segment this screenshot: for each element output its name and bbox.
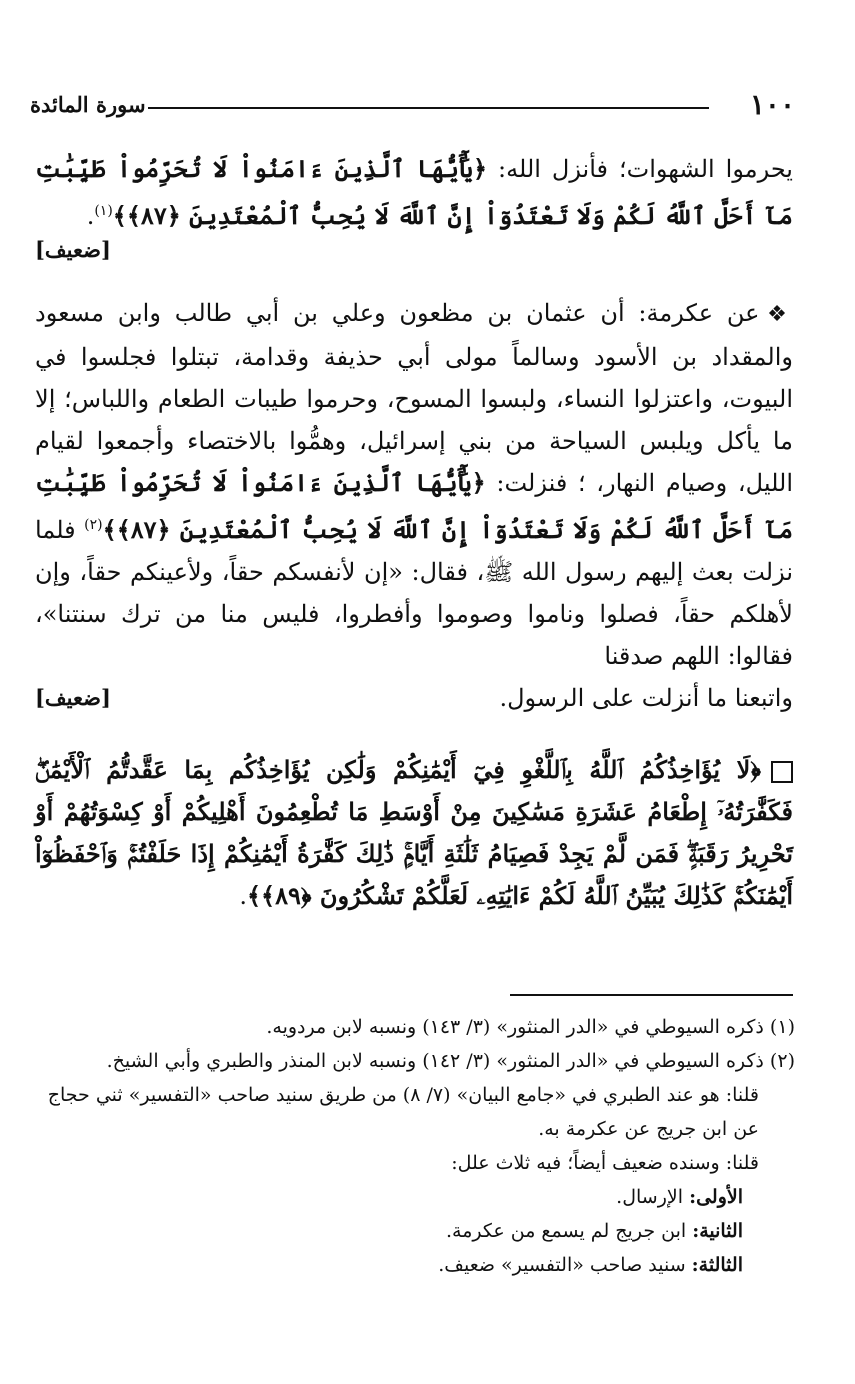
grade-row-1: [35, 237, 793, 262]
p2-last-line: واتبعنا ما أنزلت على الرسول.: [499, 684, 793, 712]
diamond-bullet-icon: ❖: [767, 302, 793, 327]
reason-label: الثالثة:: [691, 1254, 743, 1276]
paragraph-3: [35, 749, 793, 917]
footnote-separator: [510, 994, 793, 996]
reason-label: الأولى:: [689, 1186, 743, 1208]
reason-label: الثانية:: [692, 1220, 743, 1242]
square-box-icon: [771, 761, 793, 783]
page-number: ١٠٠: [749, 88, 795, 121]
grade-label: [ضعيف]: [35, 685, 111, 710]
reason-text: الإرسال.: [616, 1186, 690, 1208]
footnote-marker-1: (١): [94, 203, 113, 219]
p1-intro: يحرموا الشهوات؛ فأنزل الله:: [487, 155, 793, 183]
quran-verse-89: ﴿لَا يُؤَاخِذُكُمُ ٱللَّهُ بِٱللَّغْوِ فِيٓ أَيْمَٰنِكُمْ وَلَٰكِن يُؤَاخِذُكُم بِمَا عَقَّدتُّمُ ٱلْأَيْمَٰنَۖ فَكَفَّٰرَتُهُۥٓ إِطْعَامُ عَشَرَةِ مَسَٰكِينَ مِنْ أَوْسَطِ مَا تُطْعِمُونَ أَهْلِيكُمْ أَوْ كِسْوَتُهُمْ أَوْ تَحْرِيرُ رَقَبَةٍۖ فَمَن لَّمْ يَجِدْ فَصِيَامُ ثَلَٰثَةِ أَيَّامٍۚ ذَٰلِكَ كَفَّٰرَةُ أَيْمَٰنِكُمْ إِذَا حَلَفْتُمْۚ وَٱحْفَظُوٓاْ أَيْمَٰنَكُمْۚ كَذَٰلِكَ يُبَيِّنُ ٱللَّهُ لَكُمْ ءَايَٰتِهِۦ لَعَلَّكُمْ تَشْكُرُونَ ﴿٨٩﴾﴾: [35, 755, 793, 910]
footnote-2-reason-1: [35, 1180, 795, 1214]
page-header: [30, 88, 795, 126]
main-text: [35, 148, 793, 917]
reason-text: سنيد صاحب «التفسير» ضعيف.: [438, 1254, 692, 1276]
quran-verse-87: ﴿يَٰٓأَيُّهَا ٱلَّذِينَ ءَامَنُواْ لَا تُحَرِّمُواْ طَيِّبَٰتِ مَآ أَحَلَّ ٱللَّهُ لَكُمْ وَلَا تَعْتَدُوٓاْ إِنَّ ٱللَّهَ لَا يُحِبُّ ٱلْمُعْتَدِينَ ﴿٨٧﴾﴾: [35, 154, 793, 230]
header-rule: [148, 107, 709, 109]
footnote-2-comment-a: قلنا: هو عند الطبري في «جامع البيان» (٧/ ٨) من طريق سنيد صاحب «التفسير» ثني حجاج عن ابن جريج عن عكرمة به.: [47, 1084, 759, 1140]
footnote-1: (١) ذكره السيوطي في «الدر المنثور» (٣/ ١٤٣) ونسبه لابن مردويه.: [266, 1016, 795, 1038]
footnotes: [35, 1010, 795, 1282]
reason-text: ابن جريج لم يسمع من عكرمة.: [446, 1220, 693, 1242]
footnote-2-reason-2: [35, 1214, 795, 1248]
grade-label: [ضعيف]: [35, 237, 111, 262]
paragraph-2: [35, 292, 793, 677]
p2-text-1: عن عكرمة: أن عثمان بن مظعون وعلي بن أبي طالب وابن مسعود والمقداد بن الأسود وسالماً مولى أبي حذيفة وقدامة، تبتلوا فجلسوا في البيوت، واعتزلوا النساء، ولبسوا المسوح، وحرموا طيبات الطعام واللباس؛ إلا ما يأكل ويلبس السياحة من بني إسرائيل، وهمُّوا بالاختصاء وأجمعوا لقيام الليل، وصيام النهار، ؛ فنزلت:: [35, 299, 793, 497]
p2-text-2: فلما نزلت بعث إليهم رسول الله ﷺ، فقال: «إن لأنفسكم حقاً، ولأعينكم حقاً، وإن لأهلكم حقاً، فصلوا وناموا وصوموا وأفطروا، فليس منا من ترك سنتنا»، فقالوا: اللهم صدقنا: [35, 516, 793, 670]
footnote-marker-2: (٢): [84, 517, 103, 533]
surah-title: سورة المائدة: [30, 92, 146, 117]
footnote-2: (٢) ذكره السيوطي في «الدر المنثور» (٣/ ١٤٢) ونسبه لابن المنذر والطبري وأبي الشيخ.: [106, 1050, 795, 1072]
quran-verse-87-repeat: ﴿يَٰٓأَيُّهَا ٱلَّذِينَ ءَامَنُواْ لَا تُحَرِّمُواْ طَيِّبَٰتِ مَآ أَحَلَّ ٱللَّهُ لَكُمْ وَلَا تَعْتَدُوٓاْ إِنَّ ٱللَّهَ لَا يُحِبُّ ٱلْمُعْتَدِينَ ﴿٨٧﴾﴾: [35, 468, 794, 544]
p1-end: .: [86, 202, 95, 230]
grade-row-2: [35, 677, 793, 719]
footnote-2-reason-3: [35, 1248, 795, 1282]
paragraph-1: [35, 148, 793, 237]
footnote-2-comment-b: قلنا: وسنده ضعيف أيضاً؛ فيه ثلاث علل:: [451, 1152, 759, 1174]
p3-end: .: [239, 882, 247, 910]
